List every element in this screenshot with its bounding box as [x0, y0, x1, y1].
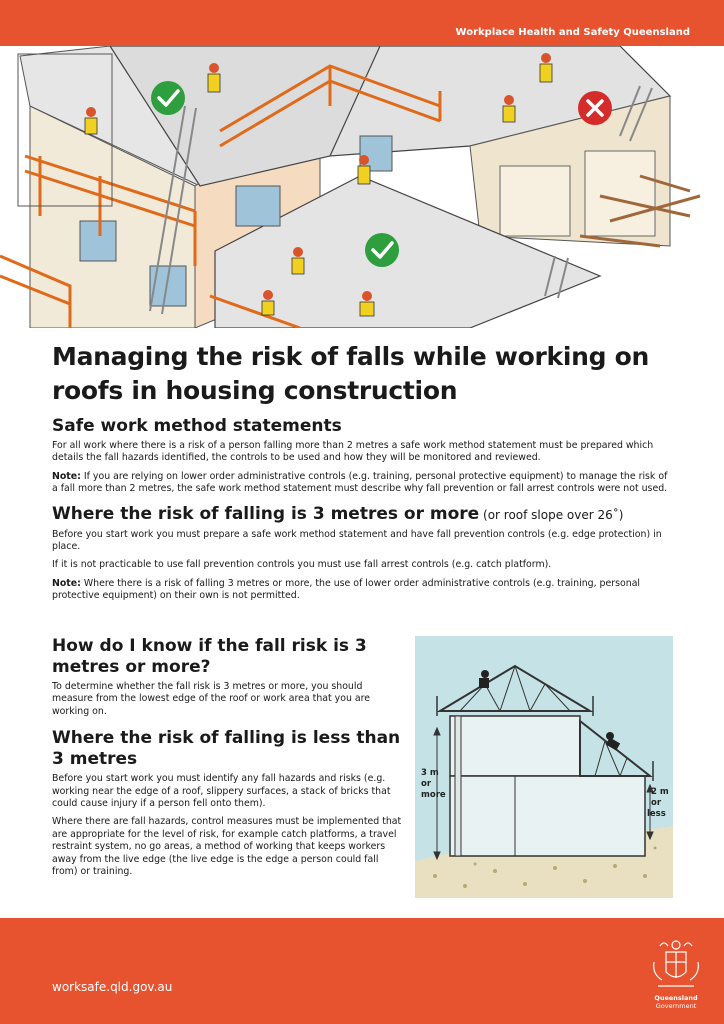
note-paragraph [52, 471, 676, 496]
section-heading: How do I know if the fall risk is 3 metres or more? [52, 636, 367, 677]
note-label: Note: [52, 470, 81, 482]
section-heading [52, 504, 676, 526]
main-content [52, 340, 676, 603]
page-title: Managing the risk of falls while working on roofs in housing construction [52, 342, 649, 405]
cross-icon [578, 91, 612, 125]
hero-illustration [0, 46, 724, 328]
footer-link[interactable]: worksafe.qld.gov.au [52, 980, 173, 994]
label-3m-more: more [421, 790, 446, 800]
paragraph: For all work where there is a risk of a person falling more than 2 metres a safe work method statement must be prepared which details the fall hazards identified, the controls to be used and how they will be monitored and reviewed. [52, 440, 654, 464]
section-heading: Safe work method statements [52, 416, 342, 436]
check-icon [151, 81, 185, 115]
crest-text-queensland: Queensland [654, 994, 698, 1002]
paragraph: To determine whether the fall risk is 3 metres or more, you should measure from the lowest edge of the roof or work area that you are working on. [52, 681, 371, 717]
note-text: Where there is a risk of falling 3 metres or more, the use of lower order administrative controls (e.g. training, personal protective equipment) on their own is not permitted. [52, 577, 641, 602]
crest-text-government: Government [655, 1002, 697, 1010]
paragraph: Where there are fall hazards, control measures must be implemented that are appropriate for the level of risk, for example catch platforms, a travel restraint system, no go areas, a method of working that keeps workers away from the live edge (the live edge is the edge a person could fall from) or training. [52, 816, 402, 878]
label-2m: 2 m [651, 787, 669, 797]
paragraph: Before you start work you must identify any fall hazards and risks (e.g. working near the edge of a roof, slippery surfaces, a stack of bricks that could cause injury if a person fell onto them). [52, 773, 391, 810]
section-heading-sub: (or roof slope over 26˚) [479, 507, 624, 522]
label-2m-or: or [651, 798, 662, 808]
label-3m: 3 m [421, 768, 439, 778]
paragraph: If it is not practicable to use fall prevention controls you must use fall arrest controls (e.g. catch platform). [52, 559, 552, 571]
header-bar [0, 0, 724, 46]
left-column [52, 636, 404, 878]
label-3m-or: or [421, 779, 432, 789]
section-three-metres [52, 504, 676, 603]
paragraph: Before you start work you must prepare a safe work method statement and have fall prevention controls (e.g. edge protection) in place. [52, 528, 662, 553]
fall-height-diagram [415, 636, 673, 898]
note-paragraph [52, 578, 676, 603]
section-heading: Where the risk of falling is less than 3 metres [52, 728, 401, 770]
section-swms [52, 416, 676, 496]
note-text: If you are relying on lower order administrative controls (e.g. training, personal protective equipment) to manage the risk of a fall more than 2 metres, the safe work method statement must describe why fall prevention or fall arrest controls were not used. [52, 470, 668, 495]
footer-bar [0, 918, 724, 1024]
label-2m-less: less [647, 809, 666, 819]
queensland-crest [650, 938, 702, 1014]
section-heading-text: Where the risk of falling is 3 metres or more [52, 503, 480, 524]
note-label: Note: [52, 577, 81, 589]
org-name: Workplace Health and Safety Queensland [455, 27, 690, 38]
check-icon [365, 233, 399, 267]
